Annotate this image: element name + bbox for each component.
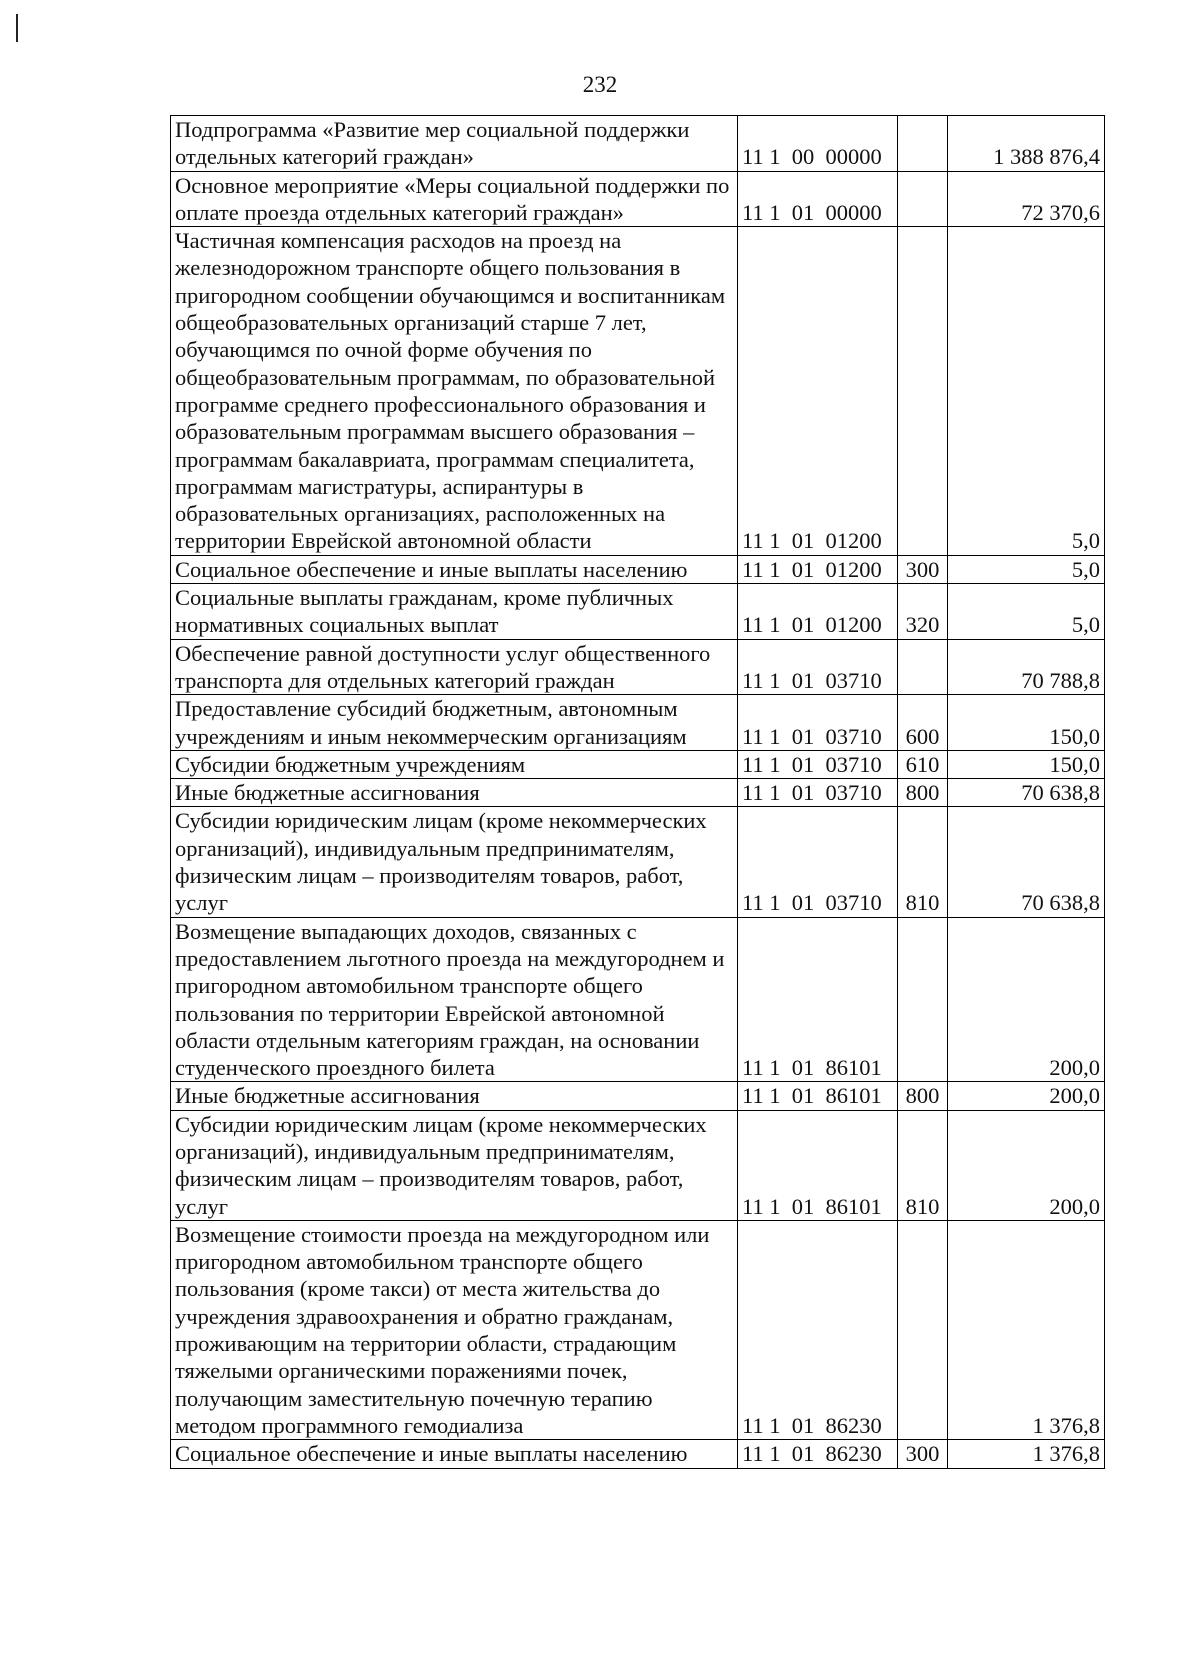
row-code: 11 1 00 00000 xyxy=(738,116,898,172)
page-number: 232 xyxy=(582,72,618,97)
table-row xyxy=(171,1082,1105,1110)
table-row xyxy=(171,695,1105,751)
row-sum: 200,0 xyxy=(948,1110,1105,1220)
row-sum: 5,0 xyxy=(948,227,1105,556)
row-expense-type: 610 xyxy=(898,750,948,778)
row-expense-type xyxy=(898,639,948,695)
scan-edge-mark xyxy=(16,14,18,42)
row-code: 11 1 01 86230 xyxy=(738,1220,898,1439)
row-sum: 5,0 xyxy=(948,584,1105,640)
row-sum: 1 376,8 xyxy=(948,1440,1105,1468)
row-sum: 1 388 876,4 xyxy=(948,116,1105,172)
table-row xyxy=(171,227,1105,556)
table-row xyxy=(171,584,1105,640)
row-code: 11 1 01 03710 xyxy=(738,639,898,695)
table-row xyxy=(171,555,1105,583)
table-row xyxy=(171,116,1105,172)
row-name: Предоставление субсидий бюджетным, автономным учреждениям и иным некоммерческим организациям xyxy=(171,695,738,751)
row-code: 11 1 01 03710 xyxy=(738,807,898,917)
table-row xyxy=(171,639,1105,695)
table-row xyxy=(171,917,1105,1082)
row-name: Социальные выплаты гражданам, кроме публичных нормативных социальных выплат xyxy=(171,584,738,640)
row-sum: 1 376,8 xyxy=(948,1220,1105,1439)
table-row xyxy=(171,750,1105,778)
table-row xyxy=(171,807,1105,917)
row-name: Подпрограмма «Развитие мер социальной поддержки отдельных категорий граждан» xyxy=(171,116,738,172)
row-expense-type: 320 xyxy=(898,584,948,640)
row-code: 11 1 01 86101 xyxy=(738,917,898,1082)
row-sum: 70 788,8 xyxy=(948,639,1105,695)
row-expense-type xyxy=(898,1220,948,1439)
row-sum: 70 638,8 xyxy=(948,779,1105,807)
row-sum: 200,0 xyxy=(948,1082,1105,1110)
row-sum: 150,0 xyxy=(948,695,1105,751)
table-row xyxy=(171,779,1105,807)
row-expense-type: 300 xyxy=(898,1440,948,1468)
row-code: 11 1 01 01200 xyxy=(738,584,898,640)
table-row xyxy=(171,171,1105,227)
row-expense-type: 800 xyxy=(898,1082,948,1110)
row-code: 11 1 01 03710 xyxy=(738,750,898,778)
row-expense-type xyxy=(898,116,948,172)
row-sum: 5,0 xyxy=(948,555,1105,583)
row-expense-type xyxy=(898,227,948,556)
row-expense-type: 810 xyxy=(898,807,948,917)
row-name: Иные бюджетные ассигнования xyxy=(171,779,738,807)
row-expense-type xyxy=(898,171,948,227)
row-sum: 200,0 xyxy=(948,917,1105,1082)
row-sum: 150,0 xyxy=(948,750,1105,778)
table-row xyxy=(171,1110,1105,1220)
row-expense-type: 800 xyxy=(898,779,948,807)
row-expense-type: 600 xyxy=(898,695,948,751)
row-name: Основное мероприятие «Меры социальной поддержки по оплате проезда отдельных категорий граждан» xyxy=(171,171,738,227)
row-name: Социальное обеспечение и иные выплаты населению xyxy=(171,555,738,583)
row-expense-type: 300 xyxy=(898,555,948,583)
table-row xyxy=(171,1220,1105,1439)
row-expense-type xyxy=(898,917,948,1082)
row-name: Субсидии бюджетным учреждениям xyxy=(171,750,738,778)
budget-table xyxy=(170,115,1105,1469)
row-expense-type: 810 xyxy=(898,1110,948,1220)
row-sum: 72 370,6 xyxy=(948,171,1105,227)
row-name: Субсидии юридическим лицам (кроме некоммерческих организаций), индивидуальным предпринимателям, физическим лицам – производителям товаров, работ, услуг xyxy=(171,807,738,917)
row-code: 11 1 01 03710 xyxy=(738,695,898,751)
row-name: Иные бюджетные ассигнования xyxy=(171,1082,738,1110)
row-code: 11 1 01 01200 xyxy=(738,555,898,583)
row-name: Возмещение стоимости проезда на междугородном или пригородном автомобильном транспорте общего пользования (кроме такси) от места жительства до учреждения здравоохранения и обратно гражданам, проживающим на территории области, страдающим тяжелыми органическими поражениями почек, получающим заместительную почечную терапию методом программного гемодиализа xyxy=(171,1220,738,1439)
row-code: 11 1 01 00000 xyxy=(738,171,898,227)
row-code: 11 1 01 01200 xyxy=(738,227,898,556)
row-code: 11 1 01 86101 xyxy=(738,1082,898,1110)
budget-table-body xyxy=(171,116,1105,1469)
row-name: Частичная компенсация расходов на проезд на железнодорожном транспорте общего пользования в пригородном сообщении обучающимся и воспитанникам общеобразовательных организаций старше 7 лет, обучающимся по очной форме обучения по общеобразовательным программам, по образовательной программе среднего профессионального образования и образовательным программам высшего образования – программам бакалавриата, программам специалитета, программам магистратуры, аспирантуры в образовательных организациях, расположенных на территории Еврейской автономной области xyxy=(171,227,738,556)
row-sum: 70 638,8 xyxy=(948,807,1105,917)
row-name: Возмещение выпадающих доходов, связанных с предоставлением льготного проезда на междугороднем и пригородном автомобильном транспорте общего пользования по территории Еврейской автономной области отдельным категориям граждан, на основании студенческого проездного билета xyxy=(171,917,738,1082)
row-code: 11 1 01 86230 xyxy=(738,1440,898,1468)
row-name: Обеспечение равной доступности услуг общественного транспорта для отдельных категорий граждан xyxy=(171,639,738,695)
row-name: Субсидии юридическим лицам (кроме некоммерческих организаций), индивидуальным предпринимателям, физическим лицам – производителям товаров, работ, услуг xyxy=(171,1110,738,1220)
row-code: 11 1 01 86101 xyxy=(738,1110,898,1220)
table-row xyxy=(171,1440,1105,1468)
row-name: Социальное обеспечение и иные выплаты населению xyxy=(171,1440,738,1468)
row-code: 11 1 01 03710 xyxy=(738,779,898,807)
